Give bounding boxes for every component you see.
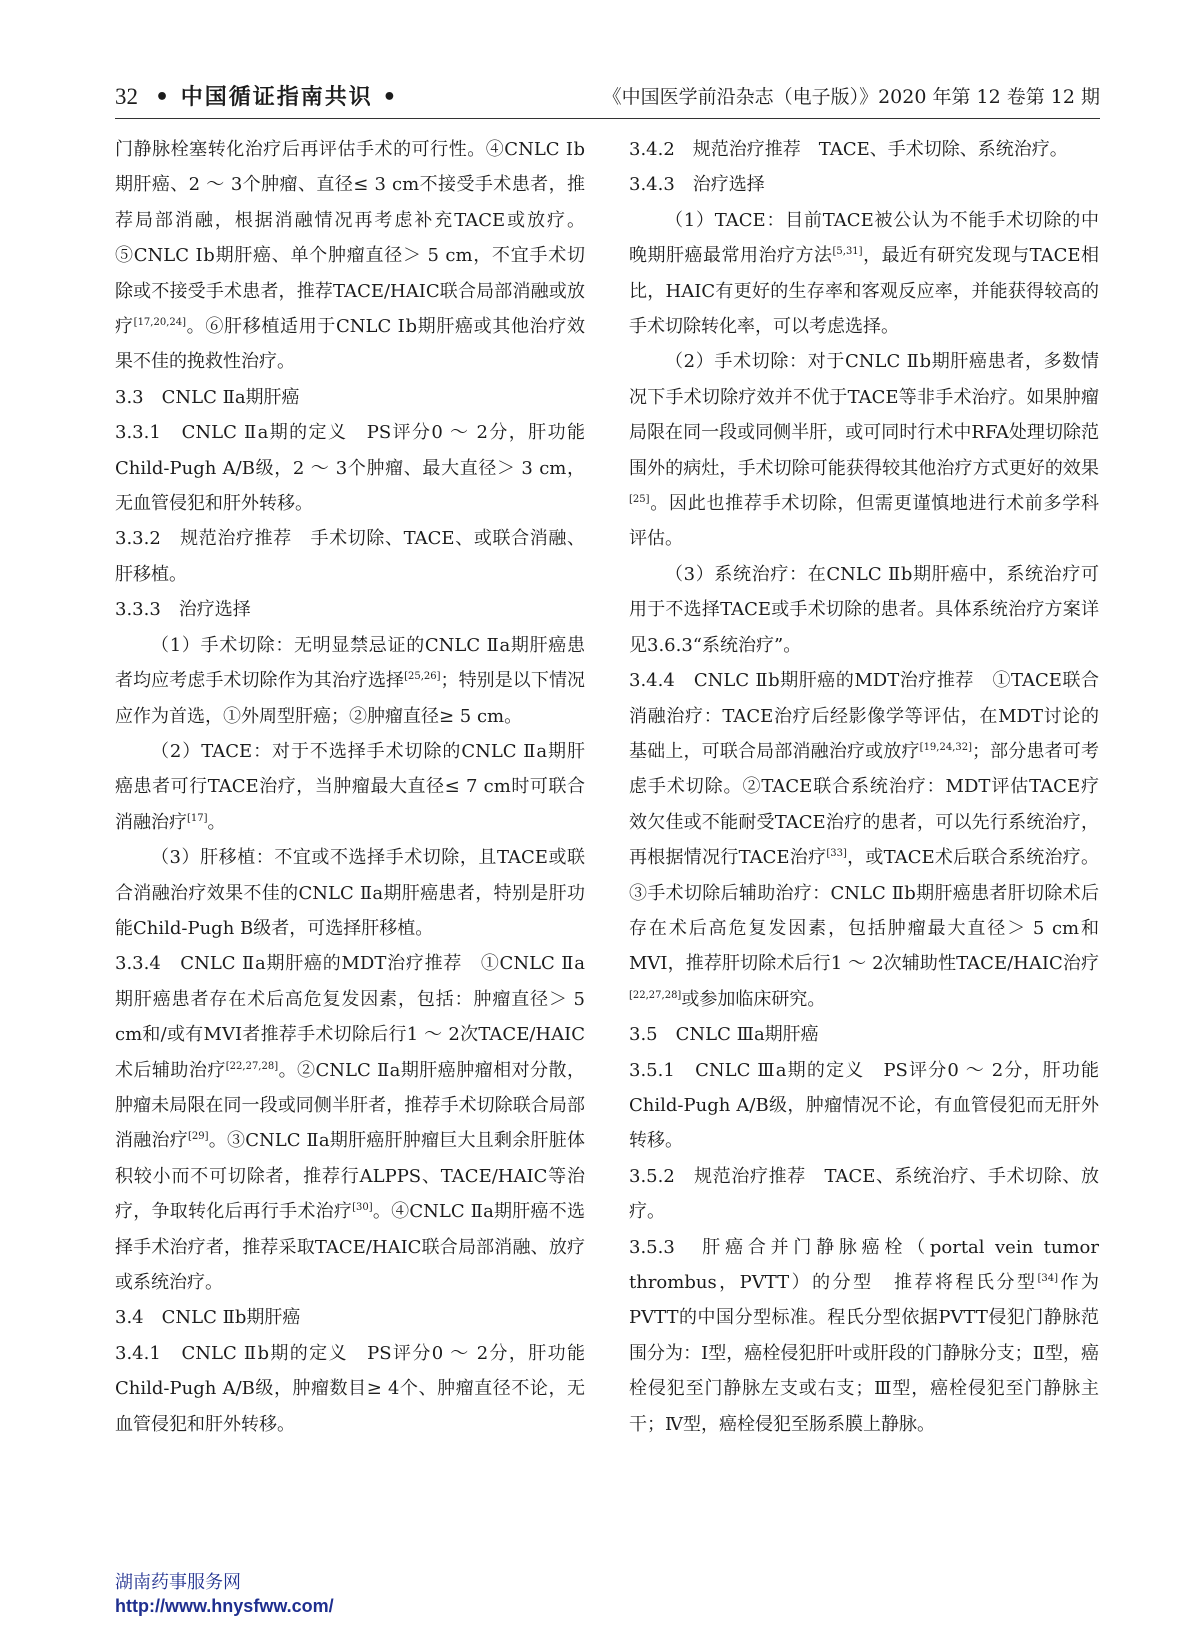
paragraph-text: 。③CNLC Ⅱa期肝癌肝肿瘤巨大且剩余肝脏体积较小而不可切除者，推荐行ALPPS、TACE/HAIC等治疗，争取转化后再行手术治疗 (115, 1130, 586, 1223)
paragraph-text: 3.5.1 CNLC Ⅲa期的定义 PS评分0 ～ 2分，肝功能Child-Pugh A/B级，肿瘤情况不论，有血管侵犯而无肝外转移。 (629, 1059, 1099, 1152)
paragraph (115, 1336, 585, 1442)
paragraph-text: 3.4.1 CNLC Ⅱb期的定义 PS评分0 ～ 2分，肝功能Child-Pugh A/B级，肿瘤数目≥ 4个、肿瘤直径不论，无血管侵犯和肝外转移。 (115, 1342, 585, 1435)
paragraph-text: 。④CNLC Ⅱa期肝癌不选择手术治疗者，推荐采取TACE/HAIC联合局部消融、放疗或系统治疗。 (115, 1201, 585, 1293)
paragraph-text: 3.3.2 规范治疗推荐 手术切除、TACE、或联合消融、肝移植。 (115, 528, 585, 585)
paragraph-text: 3.3 CNLC Ⅱa期肝癌 (115, 386, 300, 408)
paragraph-text: 门静脉栓塞转化治疗后再评估手术的可行性。④CNLC Ⅰb期肝癌、2 ～ 3个肿瘤、直径≤ 3 cm不接受手术患者，推荐局部消融，根据消融情况再考虑补充TACE或放疗。⑤CNLC Ⅰb期肝癌、单个肿瘤直径＞ 5 cm，不宜手术切除或不接受手术患者，推荐TACE/HAIC联合局部消融或放疗 (115, 139, 585, 338)
section-heading (115, 592, 585, 627)
paragraph-text: 3.5 CNLC Ⅲa期肝癌 (629, 1024, 819, 1046)
section-title: • 中国循证指南共识 • (155, 85, 399, 110)
section-heading (629, 132, 1099, 167)
paragraph-text: 3.4.2 规范治疗推荐 TACE、手术切除、系统治疗。 (629, 139, 1068, 160)
citation-ref: [5,31] (832, 246, 863, 258)
page-header (115, 80, 1100, 114)
header-rule (115, 118, 1100, 119)
paragraph-text: （2）TACE：对于不选择手术切除的CNLC Ⅱa期肝癌患者可行TACE治疗，当肿瘤最大直径≤ 7 cm时可联合消融治疗 (115, 740, 585, 833)
paragraph-text: 3.4.4 CNLC Ⅱb期肝癌的MDT治疗推荐 ①TACE联合消融治疗：TACE治疗后经影像学等评估，在MDT讨论的基础上，可联合局部消融治疗或放疗 (629, 670, 1099, 762)
paragraph-text: 。⑥肝移植适用于CNLC Ⅰb期肝癌或其他治疗效果不佳的挽救性治疗。 (115, 316, 585, 373)
paragraph (115, 415, 585, 521)
paragraph-text: 或参加临床研究。 (681, 988, 826, 1010)
paragraph (629, 1230, 1099, 1442)
citation-ref: [33] (826, 848, 847, 860)
paragraph (629, 344, 1099, 556)
paragraph (629, 1053, 1099, 1159)
paragraph-text: （2）手术切除：对于CNLC Ⅱb期肝癌患者，多数情况下手术切除疗效并不优于TACE等非手术治疗。如果肿瘤局限在同一段或同侧半肝，或可同时行术中RFA处理切除范围外的病灶，手术切除可能获得较其他治疗方式更好的效果 (629, 351, 1099, 479)
paragraph-text: 。 (207, 811, 226, 833)
paragraph-text: 3.5.3 肝癌合并门静脉癌栓（portal vein tumor thrombus，PVTT）的分型 推荐将程氏分型 (629, 1236, 1099, 1293)
citation-ref: [25] (629, 494, 650, 506)
paragraph-text: （1）手术切除：无明显禁忌证的CNLC Ⅱa期肝癌患者均应考虑手术切除作为其治疗选择 (115, 634, 585, 692)
section-heading (629, 167, 1099, 202)
section-heading (115, 380, 585, 415)
paragraph (115, 946, 585, 1300)
journal-citation: 《中国医学前沿杂志（电子版）》2020 年第 12 卷第 12 期 (602, 86, 1100, 108)
paragraph (629, 1159, 1099, 1230)
citation-ref: [17] (187, 812, 208, 824)
citation-ref: [25,26] (404, 671, 441, 683)
paragraph-text: 作为PVTT的中国分型标准。程氏分型依据PVTT侵犯门静脉范围分为：Ⅰ型，癌栓侵犯肝叶或肝段的门静脉分支；Ⅱ型，癌栓侵犯至门静脉左支或右支；Ⅲ型，癌栓侵犯至门静脉主干；Ⅳ型，癌栓侵犯至肠系膜上静脉。 (629, 1272, 1099, 1435)
paragraph (115, 840, 585, 946)
paragraph (629, 557, 1099, 663)
citation-ref: [17,20,24] (133, 317, 187, 329)
paragraph-text: （3）肝移植：不宜或不选择手术切除，且TACE或联合消融治疗效果不佳的CNLC Ⅱa期肝癌患者，特别是肝功能Child-Pugh B级者，可选择肝移植。 (115, 847, 585, 939)
citation-ref: [30] (352, 1202, 373, 1214)
section-heading (629, 1017, 1099, 1052)
citation-ref: [29] (187, 1131, 209, 1143)
paragraph-text: 3.3.1 CNLC Ⅱa期的定义 PS评分0 ～ 2分，肝功能Child-Pugh A/B级，2 ～ 3个肿瘤、最大直径＞ 3 cm，无血管侵犯和肝外转移。 (115, 422, 585, 515)
citation-ref: [19,24,32] (919, 741, 973, 753)
paragraph-text: ；部分患者可考虑手术切除。②TACE联合系统治疗：MDT评估TACE疗效欠佳或不能耐受TACE治疗的患者，可以先行系统治疗，再根据情况行TACE治疗 (629, 740, 1100, 869)
citation-ref: [22,27,28] (225, 1060, 279, 1072)
paragraph-text: 。②CNLC Ⅱa期肝癌肿瘤相对分散，肿瘤未局限在同一段或同侧半肝者，推荐手术切除联合局部消融治疗 (115, 1059, 586, 1152)
paragraph (115, 628, 585, 734)
paragraph (115, 734, 585, 840)
right-column (629, 132, 1099, 1442)
paragraph (115, 132, 585, 380)
citation-ref: [22,27,28] (629, 989, 682, 1001)
page-number: 32 (115, 84, 138, 109)
paragraph-text: 3.4 CNLC Ⅱb期肝癌 (115, 1307, 301, 1329)
footer-site-name: 湖南药事服务网 (115, 1572, 241, 1592)
paragraph-text: 3.4.3 治疗选择 (629, 174, 765, 196)
citation-ref: [34] (1037, 1273, 1059, 1284)
paragraph-text: ，或TACE术后联合系统治疗。③手术切除后辅助治疗：CNLC Ⅱb期肝癌患者肝切除术后存在术后高危复发因素，包括肿瘤最大直径＞ 5 cm和MVI，推荐肝切除术后行1 ～ 2次辅助性TACE/HAIC治疗 (629, 847, 1100, 975)
header-left (115, 80, 398, 111)
paragraph-text: （1）TACE：目前TACE被公认为不能手术切除的中晚期肝癌最常用治疗方法 (629, 209, 1099, 267)
paragraph-text: ，最近有研究发现与TACE相比，HAIC有更好的生存率和客观反应率，并能获得较高的手术切除转化率，可以考虑选择。 (629, 245, 1100, 338)
paragraph-text: 。因此也推荐手术切除，但需更谨慎地进行术前多学科评估。 (629, 493, 1099, 550)
paragraph-text: 3.5.2 规范治疗推荐 TACE、系统治疗、手术切除、放疗。 (629, 1165, 1099, 1223)
paragraph-text: （3）系统治疗：在CNLC Ⅱb期肝癌中，系统治疗可用于不选择TACE或手术切除的患者。具体系统治疗方案详见3.6.3“系统治疗”。 (629, 563, 1099, 656)
footer-url[interactable]: http://www.hnysfww.com/ (115, 1596, 334, 1616)
paragraph-text: 3.3.3 治疗选择 (115, 599, 251, 621)
paragraph (629, 663, 1099, 1017)
footer (115, 1570, 334, 1618)
paragraph (115, 521, 585, 592)
paragraph (629, 203, 1099, 345)
paragraph-text: ；特别是以下情况应作为首选，①外周型肝癌；②肿瘤直径≥ 5 cm。 (115, 670, 586, 727)
section-heading (115, 1300, 585, 1335)
left-column (115, 132, 585, 1442)
paragraph-text: 3.3.4 CNLC Ⅱa期肝癌的MDT治疗推荐 ①CNLC Ⅱa期肝癌患者存在术后高危复发因素，包括：肿瘤直径＞ 5 cm和/或有MVI者推荐手术切除后行1 ～ 2次TACE/HAIC术后辅助治疗 (115, 953, 585, 1081)
